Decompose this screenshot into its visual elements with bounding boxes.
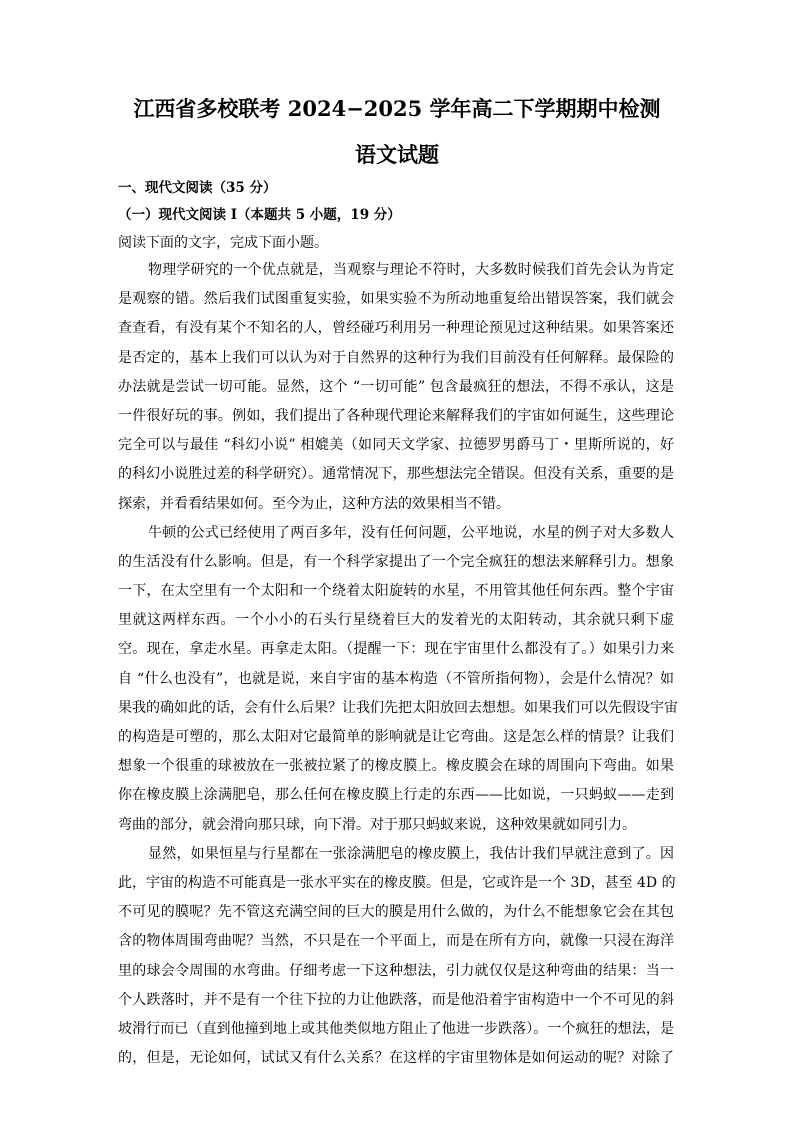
paragraph-line: 你在橡皮膜上涂满肥皂，那么任何在橡皮膜上行走的东西——比如说，一只蚂蚁——走到	[118, 787, 674, 804]
paragraph-line: 完全可以与最佳 “科幻小说” 相媲美（如同天文学家、拉德罗男爵马丁・里斯所说的，好	[118, 437, 674, 454]
paragraph-line: 里的球会令周围的水弯曲。仔细考虑一下这种想法，引力就仅仅是这种弯曲的结果：当一	[118, 962, 674, 979]
exam-title: 江西省多校联考 2024−2025 学年高二下学期期中检测	[133, 96, 661, 121]
paragraph-line: 果我的确如此的话，会有什么后果？让我们先把太阳放回去想想。如果我们可以先假设宇宙	[118, 699, 678, 716]
paragraph-line: 的，但是，无论如何，试试又有什么关系？在这样的宇宙里物体是如何运动的呢？对除了	[118, 1050, 674, 1067]
passage-paragraph	[118, 519, 678, 840]
exam-subtitle: 语文试题	[355, 142, 439, 167]
paragraph-line: 探索，并看看结果如何。至今为止，这种方法的效果相当不错。	[118, 495, 510, 512]
paragraph-line: 的构造是可塑的，那么太阳对它最简单的影响就是让它弯曲。这是怎么样的情景？让我们	[118, 729, 674, 745]
paragraph-line: 显然，如果恒星与行星都在一张涂满肥皂的橡皮膜上，我估计我们早就注意到了。因	[148, 845, 674, 862]
paragraph-line: 此，宇宙的构造不可能真是一张水平实在的橡皮膜。但是，它或许是一个 3D，甚至 4D 的	[118, 874, 676, 891]
paragraph-line: 个人跌落时，并不是有一个往下拉的力让他跌落，而是他沿着宇宙构造中一个不可见的斜	[118, 991, 674, 1008]
paragraph-line: 坡滑行而已（直到他撞到地上或其他类似地方阻止了他进一步跌落）。一个疯狂的想法，是	[118, 1020, 674, 1037]
passage-body	[118, 256, 678, 1073]
paragraph-line: 查查看，有没有某个不知名的人，曾经碰巧利用另一种理论预见过这种结果。如果答案还	[118, 320, 674, 337]
reading-instruction: 阅读下面的文字，完成下面小题。	[118, 235, 328, 251]
paragraph-line: 空。现在，拿走水星。再拿走太阳。（提醒一下：现在宇宙里什么都没有了。）如果引力来	[118, 641, 674, 658]
paragraph-line: 一件很好玩的事。例如，我们提出了各种现代理论来解释我们的宇宙如何诞生，这些理论	[118, 407, 674, 424]
paragraph-line: 含的物体周围弯曲呢？当然，不只是在一个平面上，而是在所有方向，就像一只浸在海洋	[118, 933, 674, 950]
paragraph-line: 弯曲的部分，就会滑向那只球，向下滑。对于那只蚂蚁来说，这种效果就如同引力。	[118, 816, 636, 833]
passage-paragraph	[118, 840, 674, 1074]
paragraph-line: 不可见的膜呢？先不管这充满空间的巨大的膜是用什么做的，为什么不能想象它会在其包	[118, 904, 674, 921]
section-heading: 一、现代文阅读（35 分）	[118, 180, 277, 196]
paragraph-line: 的生活没有什么影响。但是，有一个科学家提出了一个完全疯狂的想法来解释引力。想象	[118, 553, 674, 570]
paragraph-line: 想象一个很重的球被放在一张被拉紧了的橡皮膜上。橡皮膜会在球的周围向下弯曲。如果	[118, 758, 674, 775]
paragraph-line: 是否定的，基本上我们可以认为对于自然界的这种行为我们目前没有任何解释。最保险的	[118, 349, 674, 366]
passage-paragraph	[118, 256, 674, 519]
paragraph-line: 办法就是尝试一切可能。显然，这个 “一切可能” 包含最疯狂的想法，不得不承认，这是	[118, 378, 674, 395]
paragraph-line: 一下，在太空里有一个太阳和一个绕着太阳旋转的水星，不用管其他任何东西。整个宇宙	[118, 583, 674, 600]
paragraph-line: 是观察的错。然后我们试图重复实验，如果实验不为所动地重复给出错误答案，我们就会	[118, 291, 674, 308]
paragraph-line: 物理学研究的一个优点就是，当观察与理论不符时，大多数时候我们首先会认为肯定	[148, 262, 674, 278]
paragraph-line: 牛顿的公式已经使用了两百多年，没有任何问题，公平地说，水星的例子对大多数人	[148, 524, 674, 541]
paragraph-line: 自 “什么也没有”，也就是说，来自宇宙的基本构造（不管所指何物），会是什么情况？如	[118, 670, 674, 687]
paragraph-line: 的科幻小说胜过差的科学研究）。通常情况下，那些想法完全错误。但没有关系，重要的是	[118, 466, 674, 483]
paragraph-line: 里就这两样东西。一个小小的石头行星绕着巨大的发着光的太阳转动，其余就只剩下虚	[118, 612, 674, 629]
subsection-heading: （一）现代文阅读 I（本题共 5 小题，19 分）	[118, 207, 401, 223]
